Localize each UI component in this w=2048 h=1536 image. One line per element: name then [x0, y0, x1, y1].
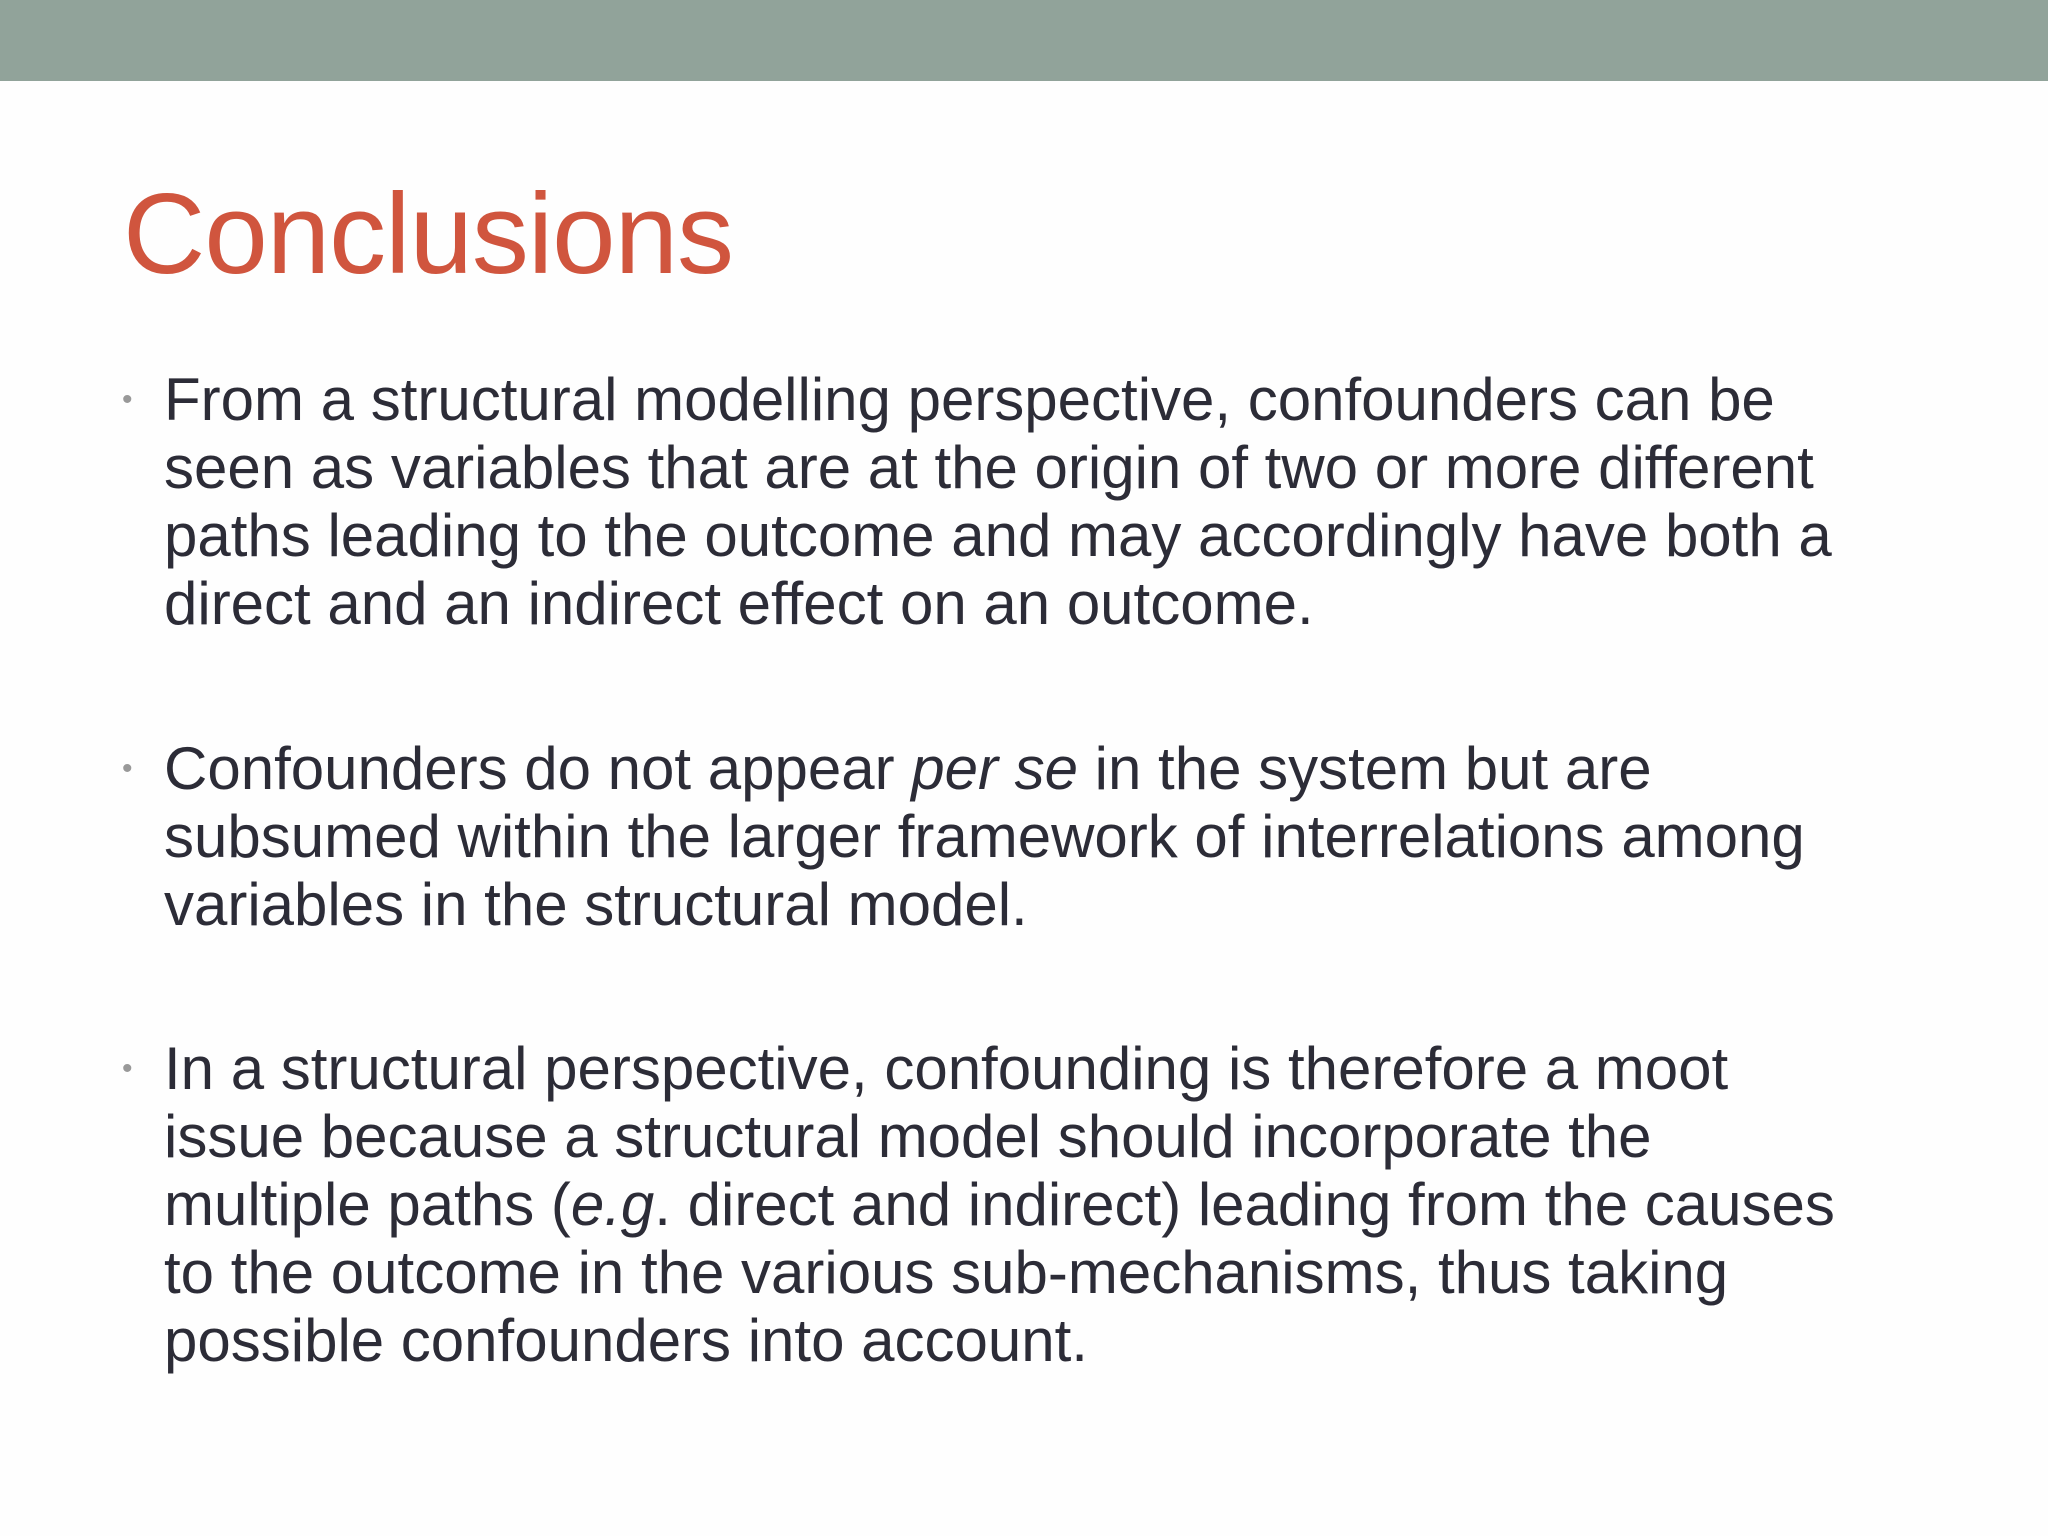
- bullet-item-structural-modelling: [122, 366, 1964, 638]
- bullet-text-part2: . direct and indirect) leading from the causes to the outcome in the various sub-mechanisms, thus taking possible confounders into account.: [164, 1171, 1835, 1374]
- bullet-item-confounders-per-se: [122, 735, 1964, 939]
- bullet-text-italic: per se: [911, 735, 1078, 802]
- bullet-text-part2: in the system but are subsumed within the larger framework of interrelations among variables in the structural model.: [164, 735, 1805, 938]
- bullet-text-italic: e.g: [570, 1171, 655, 1238]
- slide-title: Conclusions: [123, 171, 733, 298]
- bullet-text-part1: Confounders do not appear: [164, 735, 912, 802]
- bullet-item-moot-issue: [122, 1035, 1964, 1375]
- bullet-dot-icon: •: [122, 1052, 133, 1085]
- bullet-text: From a structural modelling perspective, confounders can be seen as variables that are at the origin of two or more different paths leading to the outcome and may accordingly have both a direct and an indirect effect on an outcome.: [164, 366, 1832, 637]
- bullet-dot-icon: •: [122, 383, 133, 416]
- bullet-text-part1: In a structural perspective, confounding is therefore a moot issue because a structural model should incorporate the multiple paths (: [164, 1035, 1729, 1238]
- bullet-dot-icon: •: [122, 752, 133, 785]
